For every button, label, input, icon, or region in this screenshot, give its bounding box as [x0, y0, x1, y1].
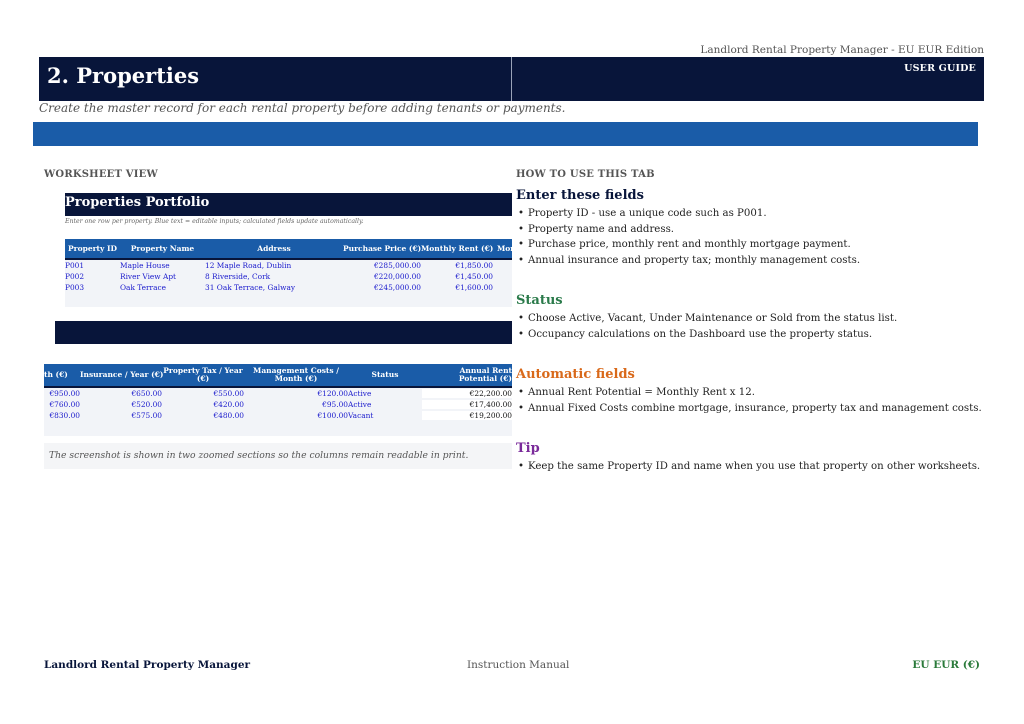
- bullet-icon: •: [518, 461, 525, 473]
- page-subtitle: Create the master record for each rental property before adding tenants or payments.: [39, 101, 566, 115]
- bullet-text: Keep the same Property ID and name when you use that property on other worksheets.: [528, 461, 981, 473]
- table-cell: €22,200.00: [422, 389, 512, 398]
- table-header-row: [65, 239, 515, 260]
- table-cell[interactable]: €1,850.00: [455, 261, 493, 270]
- list-item: [516, 253, 986, 269]
- properties-table-part1: [65, 239, 515, 307]
- worksheet-view-label: WORKSHEET VIEW: [44, 169, 158, 180]
- table-cell[interactable]: Active: [348, 389, 372, 398]
- list-item: [516, 311, 986, 327]
- table-cell[interactable]: €520.00: [131, 400, 162, 409]
- table-cell[interactable]: €575.00: [131, 411, 162, 420]
- bullet-text: Occupancy calculations on the Dashboard use the property status.: [528, 328, 873, 340]
- footer-doc-type: Instruction Manual: [467, 659, 570, 671]
- list-item: [516, 459, 986, 475]
- bullet-icon: •: [518, 328, 525, 340]
- bullet-text: Purchase price, monthly rent and monthly mortgage payment.: [528, 239, 851, 251]
- group-title: Tip: [516, 441, 540, 456]
- bullet-text: Annual Rent Potential = Monthly Rent x 12.: [528, 387, 755, 399]
- column-header: Address: [257, 244, 291, 253]
- status-group: [516, 293, 986, 342]
- column-header: Property Name: [130, 244, 195, 253]
- table-row: [44, 399, 512, 410]
- bullet-text: Annual insurance and property tax; monthly management costs.: [528, 255, 861, 267]
- list-item: [516, 237, 986, 253]
- list-item: [516, 327, 986, 343]
- column-header: Insurance / Year (€): [80, 370, 164, 380]
- column-header: Annual Rent Potential (€): [458, 366, 512, 383]
- table-cell[interactable]: 31 Oak Terrace, Galway: [205, 283, 296, 292]
- list-item: [516, 401, 986, 417]
- bullet-icon: •: [518, 208, 525, 220]
- bullet-icon: •: [518, 402, 525, 414]
- table-cell[interactable]: €550.00: [213, 389, 244, 398]
- table-cell[interactable]: €830.00: [49, 411, 80, 420]
- column-header: Property ID: [67, 244, 117, 253]
- edition-label: Landlord Rental Property Manager - EU EUR Edition: [700, 44, 984, 56]
- accent-bar: [33, 122, 978, 146]
- table-cell[interactable]: 8 Riverside, Cork: [205, 272, 271, 281]
- how-to-label: HOW TO USE THIS TAB: [516, 169, 655, 180]
- table-cell[interactable]: Oak Terrace: [120, 283, 167, 292]
- worksheet-header: Properties Portfolio: [65, 193, 512, 216]
- table-cell[interactable]: P003: [65, 283, 85, 292]
- column-header: Management Costs / Month (€): [253, 366, 339, 383]
- table-cell[interactable]: €950.00: [49, 389, 80, 398]
- table-row: [65, 260, 512, 271]
- automatic-fields-group: [516, 367, 986, 416]
- list-item: [516, 385, 986, 401]
- worksheet-note: Enter one row per property. Blue text = editable inputs; calculated fields update automatically.: [65, 218, 364, 225]
- properties-table-part2: [44, 364, 512, 436]
- table-cell[interactable]: 12 Maple Road, Dublin: [205, 261, 292, 270]
- user-guide-label: USER GUIDE: [904, 63, 976, 74]
- table-cell[interactable]: €1,600.00: [455, 283, 493, 292]
- table-row: [44, 388, 512, 399]
- table-cell[interactable]: €220,000.00: [373, 272, 421, 281]
- bullet-text: Choose Active, Vacant, Under Maintenance or Sold from the status list.: [528, 313, 898, 325]
- banner-divider: [511, 57, 512, 101]
- column-header: Purchase Price (€): [343, 244, 422, 253]
- bullet-text: Property ID - use a unique code such as P001.: [528, 208, 767, 220]
- worksheet-preview: [44, 186, 515, 470]
- bullet-icon: •: [518, 313, 525, 325]
- list-item: [516, 222, 986, 238]
- section-divider-band: [55, 321, 512, 344]
- table-cell[interactable]: P002: [65, 272, 85, 281]
- table-cell: €17,400.00: [422, 400, 512, 409]
- column-header: Mor: [497, 244, 515, 253]
- table-cell[interactable]: €245,000.00: [373, 283, 421, 292]
- table-cell[interactable]: €120.00: [317, 389, 348, 398]
- group-title: Status: [516, 293, 563, 308]
- table-cell[interactable]: Maple House: [120, 261, 170, 270]
- column-header: Property Tax / Year (€): [163, 366, 243, 383]
- column-header: th (€): [44, 370, 68, 380]
- table-cell[interactable]: €480.00: [213, 411, 244, 420]
- table-row: [65, 282, 512, 293]
- bullet-text: Property name and address.: [528, 223, 675, 235]
- table-cell[interactable]: €100.00: [317, 411, 348, 420]
- bullet-icon: •: [518, 239, 525, 251]
- tip-group: [516, 441, 986, 475]
- table-cell[interactable]: €285,000.00: [373, 261, 421, 270]
- footer-currency: EU EUR (€): [912, 659, 980, 671]
- page-banner: [39, 57, 984, 101]
- table-cell[interactable]: Vacant: [348, 411, 374, 420]
- bullet-icon: •: [518, 387, 525, 399]
- table-cell[interactable]: Active: [348, 400, 372, 409]
- bullet-icon: •: [518, 255, 525, 267]
- footer-product-name: Landlord Rental Property Manager: [44, 659, 251, 671]
- table-cell[interactable]: P001: [65, 261, 85, 270]
- fields-group: [516, 188, 986, 268]
- group-title: Enter these fields: [516, 188, 644, 203]
- bullet-icon: •: [518, 223, 525, 235]
- page-title: 2. Properties: [47, 63, 200, 88]
- list-item: [516, 206, 986, 222]
- table-cell[interactable]: €95.00: [322, 400, 348, 409]
- table-cell: €19,200.00: [422, 411, 512, 420]
- table-cell[interactable]: €760.00: [49, 400, 80, 409]
- worksheet-caption: The screenshot is shown in two zoomed sections so the columns remain readable in print.: [44, 443, 512, 469]
- table-row: [65, 271, 512, 282]
- column-header: Status: [371, 370, 399, 380]
- column-header: Monthly Rent (€): [421, 244, 494, 253]
- bullet-text: Annual Fixed Costs combine mortgage, insurance, property tax and management costs.: [528, 402, 982, 414]
- group-title: Automatic fields: [516, 367, 635, 382]
- table-header-row: [44, 364, 512, 388]
- table-cell[interactable]: €650.00: [131, 389, 162, 398]
- table-cell[interactable]: €1,450.00: [455, 272, 493, 281]
- table-row: [44, 410, 512, 421]
- table-cell[interactable]: €420.00: [213, 400, 244, 409]
- table-cell[interactable]: River View Apt: [120, 272, 177, 281]
